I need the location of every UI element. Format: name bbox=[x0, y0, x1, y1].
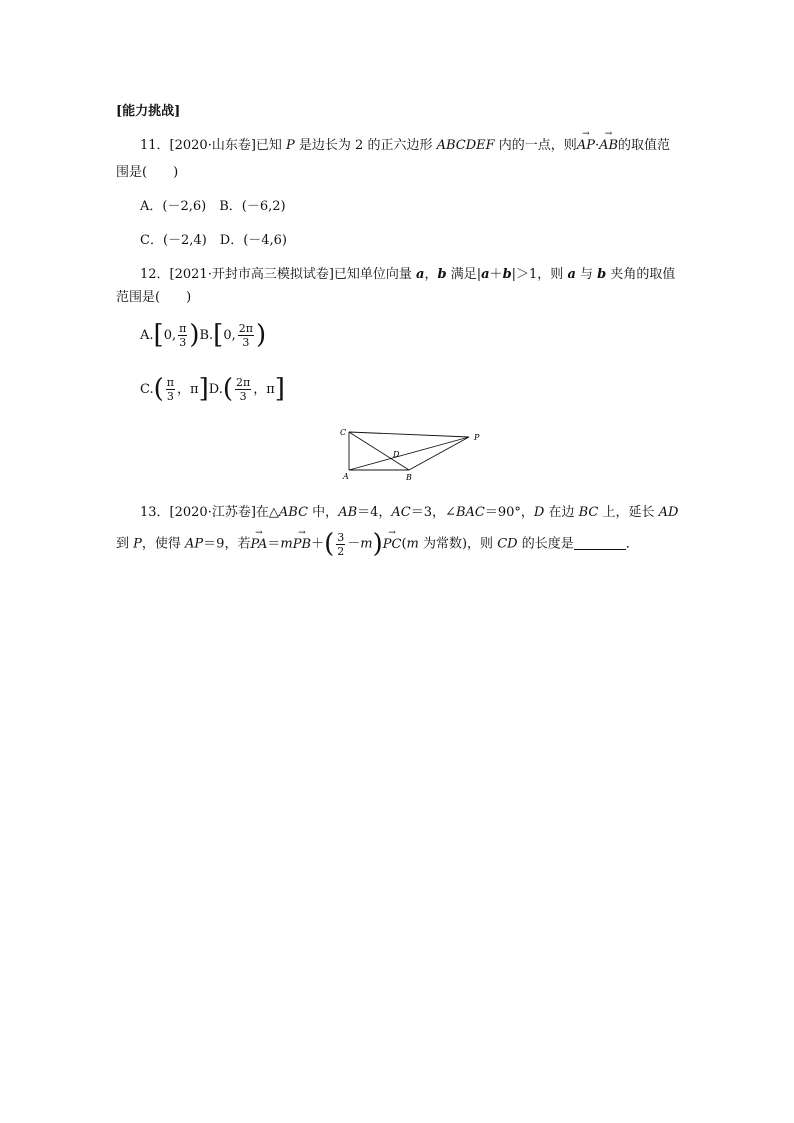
q13-d: D bbox=[533, 505, 545, 520]
segment-bp bbox=[409, 437, 469, 470]
q12-optD-num: 2π bbox=[235, 375, 251, 389]
q13-frac bbox=[336, 532, 345, 557]
q13-line2 bbox=[116, 531, 639, 557]
q13-eq4: ＝4， bbox=[357, 505, 392, 520]
q12-optD-frac bbox=[235, 377, 251, 402]
q13-cd: CD bbox=[497, 536, 518, 552]
q12-optC-den: 3 bbox=[166, 389, 174, 403]
q12-optD-comma: ， bbox=[253, 381, 267, 397]
q13-p: P bbox=[133, 536, 142, 552]
q13-vector-pc: → PC bbox=[383, 538, 402, 551]
q13-ad: AD bbox=[658, 505, 679, 520]
q13-bc: BC bbox=[578, 505, 599, 520]
q13-eq90: ＝90°， bbox=[484, 505, 534, 520]
q12-optB-open: [ bbox=[213, 320, 224, 350]
q13-open-paren: ( bbox=[324, 529, 335, 559]
q12-vec-b-3: b bbox=[597, 267, 607, 282]
q12-vec-b: b bbox=[437, 267, 447, 282]
q12-optA-num: π bbox=[179, 321, 187, 335]
q11-options-ab: A．(－2,6) B．(－6,2) bbox=[140, 199, 286, 214]
geometry-figure bbox=[335, 422, 485, 484]
segment-cp bbox=[349, 432, 469, 437]
q13-minus: － bbox=[347, 536, 361, 552]
q12-optB-num: 2π bbox=[238, 321, 253, 335]
q12-optC-frac bbox=[166, 377, 175, 402]
q11-mid: 是边长为 2 的正六边形 bbox=[294, 138, 437, 153]
q13-plus: ＋ bbox=[311, 536, 325, 552]
segment-ap bbox=[349, 437, 469, 470]
q13-note: 为常数)，则 bbox=[418, 536, 498, 552]
q13-ap: AP bbox=[185, 536, 204, 552]
q12-optA-den: 3 bbox=[179, 335, 187, 349]
q12-options-cd bbox=[140, 376, 285, 402]
q12-optC-open: ( bbox=[153, 374, 164, 404]
q12-vec-a-2: a bbox=[481, 267, 490, 282]
q12-optD-label: D. bbox=[208, 381, 223, 397]
segment-cb bbox=[349, 432, 409, 470]
q13-line1 bbox=[140, 506, 678, 519]
q11-vector-ab: → AB bbox=[599, 139, 618, 152]
q13-note-open: ( bbox=[401, 536, 407, 552]
q13-line2-mid: ，使得 bbox=[141, 536, 186, 552]
label-p: P bbox=[474, 433, 480, 442]
q13-m-3: m bbox=[406, 536, 419, 552]
q13-mid: 中， bbox=[308, 505, 339, 520]
q13-vector-pb: → PB bbox=[293, 538, 311, 551]
q12-line1 bbox=[140, 268, 675, 281]
q12-optC-num: π bbox=[166, 375, 175, 389]
q11-dot: · bbox=[594, 138, 600, 153]
q13-line2-prefix: 到 bbox=[116, 536, 134, 552]
q13-mid2: 在边 bbox=[544, 505, 579, 520]
q13-ab: AB bbox=[338, 505, 358, 520]
q13-suffix: 上，延长 bbox=[598, 505, 659, 520]
q12-optC-comma: ， bbox=[177, 381, 191, 397]
q12-optB-left: 0, bbox=[223, 327, 236, 343]
q11-hexagon: ABCDEF bbox=[436, 138, 495, 153]
q11-suffix: 的取值范 bbox=[618, 138, 671, 153]
section-heading: [能力挑战] bbox=[116, 104, 181, 119]
q12-comma: ， bbox=[424, 267, 438, 282]
q13-answer-blank[interactable] bbox=[574, 537, 626, 550]
q12-optB-den: 3 bbox=[242, 335, 250, 349]
q11-mid2: 内的一点，则 bbox=[494, 138, 577, 153]
q13-eq3: ＝3，∠ bbox=[410, 505, 456, 520]
q13-m: m bbox=[280, 536, 293, 552]
q11-line2: 围是( ) bbox=[116, 165, 179, 180]
q12-optD-den: 3 bbox=[239, 389, 247, 403]
q13-close-paren: ) bbox=[372, 529, 383, 559]
q12-optB-label: B. bbox=[199, 327, 214, 343]
q13-frac-den: 2 bbox=[337, 544, 345, 558]
q13-eq9: ＝9，若 bbox=[203, 536, 251, 552]
q11-options-cd: C．(－2,4) D．(－4,6) bbox=[140, 233, 288, 248]
q12-mid: 满足| bbox=[446, 267, 482, 282]
q12-optC-right: π bbox=[190, 381, 199, 397]
q13-period: ． bbox=[625, 536, 639, 552]
q12-optA-label: A. bbox=[140, 327, 154, 343]
q12-options-ab bbox=[140, 322, 266, 348]
q13-eq: ＝ bbox=[267, 536, 281, 552]
q12-optD-close: ] bbox=[274, 374, 285, 404]
q12-mid3: 与 bbox=[575, 267, 598, 282]
q12-plus: ＋ bbox=[489, 267, 503, 282]
label-a: A bbox=[343, 472, 349, 481]
q12-mid2: |＞1，则 bbox=[511, 267, 568, 282]
q13-ac: AC bbox=[391, 505, 411, 520]
q13-vector-pa: → PA bbox=[250, 538, 267, 551]
q12-optC-label: C. bbox=[140, 381, 154, 397]
q12-optA-left: 0, bbox=[163, 327, 177, 343]
q12-optB-frac bbox=[238, 323, 254, 348]
q12-optD-right: π bbox=[266, 381, 275, 397]
q12-suffix: 夹角的取值 bbox=[606, 267, 676, 282]
q12-vec-b-2: b bbox=[502, 267, 512, 282]
q12-line2: 范围是( ) bbox=[116, 290, 192, 305]
q11-line1 bbox=[140, 139, 670, 152]
q13-frac-num: 3 bbox=[337, 530, 345, 544]
q12-optC-close: ] bbox=[198, 374, 209, 404]
q12-optA-open: [ bbox=[153, 320, 164, 350]
q12-vec-a-3: a bbox=[567, 267, 576, 282]
label-b: B bbox=[406, 473, 412, 482]
q13-prefix: 13．[2020·江苏卷]在△ bbox=[140, 505, 279, 520]
q11-var-p: P bbox=[286, 138, 295, 153]
q12-vec-a: a bbox=[416, 267, 425, 282]
label-d: D bbox=[393, 450, 400, 459]
q13-m-2: m bbox=[360, 536, 373, 552]
q13-abc: ABC bbox=[278, 505, 309, 520]
q11-vector-ap: → AP bbox=[577, 139, 595, 152]
q12-optD-open: ( bbox=[222, 374, 233, 404]
q12-optA-frac bbox=[178, 323, 187, 348]
q12-optA-close: ) bbox=[189, 320, 200, 350]
q13-line2-suffix: 的长度是 bbox=[517, 536, 574, 552]
q13-bac: BAC bbox=[455, 505, 485, 520]
q11-prefix: 11．[2020·山东卷]已知 bbox=[140, 138, 287, 153]
q12-prefix: 12．[2021·开封市高三模拟试卷]已知单位向量 bbox=[140, 267, 417, 282]
q12-optB-close: ) bbox=[255, 320, 267, 350]
label-c: C bbox=[340, 428, 347, 437]
